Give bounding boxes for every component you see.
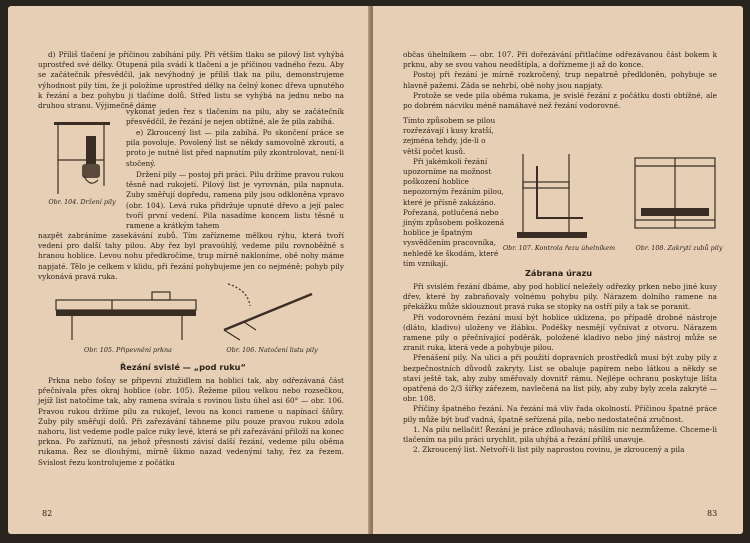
figure-105-board-clamping bbox=[52, 286, 202, 344]
right-page bbox=[373, 6, 743, 534]
section-d-paragraph: d) Příliš tlačení je příčinou zabíhání pily. Při větším tlaku se pilový list vyhýbá uprostřed své délky. Otupená pila svádí k tlačení a je příčinou vadného řezu. Aby se začátečník přesvědčil, jak nevýhodný je příliš tlak na pilu, demonstrujeme výhodnost pily tím, že ji položíme uprostřed délky na čelný konec dřeva upnutého k řezání a bez pohybu ji tlačíme dolů. Střed listu se vyhýbá na jednu nebo na druhou stranu. Výjimečně dáme bbox=[38, 50, 344, 111]
figure-106-blade-rotation bbox=[214, 280, 324, 344]
safety-paragraph-1: Při svislém řezání dbáme, aby pod hoblicí neležely odřezky prken nebo jiné kusy dřev, které by zabraňovaly volnému pohybu pily. Nárazem dolního ramene na překážku může sklouznout pravá ruka se stopky na ostří pily a tak se poranit. bbox=[403, 282, 717, 312]
figure-104-caption: Obr. 104. Držení pily bbox=[48, 198, 116, 206]
figure-108-caption: Obr. 108. Zakrytí zubů pily bbox=[635, 244, 723, 252]
wrap-paragraph-1: vykonat jeden řez s tlačením na pilu, aby se začátečník přesvědčil, že řezání je nejen obtížné, ale že pila zabíhá. bbox=[126, 107, 344, 127]
heading-vertical-sawing: Řezání svislé — „pod ruku“ bbox=[120, 362, 246, 372]
figure-104-saw-grip bbox=[48, 116, 116, 198]
heading-accident-prevention: Zábrana úrazu bbox=[525, 268, 593, 278]
figure-105-caption: Obr. 105. Připevnění prkna bbox=[84, 346, 172, 354]
list-item-2: 2. Zkroucený list. Netvoří-li list pily naprostou rovinu, je zkroucený a pila bbox=[413, 445, 685, 455]
safety-paragraph-4: Příčiny špatného řezání. Na řezání má vliv řada okolností. Příčinou špatné práce pily může být buď vadná, špatně seřízená pila, nebo nedostatečná zručnost. bbox=[403, 404, 717, 424]
section-e-paragraph: e) Zkroucený list — pila zabíhá. Po skončení práce se pila povoluje. Povolený list se někdy samovolně zkroutí, a proto je nutné list před napnutím pily zkontrolovat, není-li stočený. bbox=[126, 128, 344, 168]
figure-107-square-check bbox=[513, 146, 613, 242]
saw-holding-paragraph: Držení pily — postoj při práci. Pilu držíme pravou rukou těsně nad rukojetí. Pilový list je vyrovnán, pila napnuta. Zuby směřují dopředu, ramena pily jsou odkloněna vpravo (obr. 104). Levá ruka přidržuje upnuté dřevo a její palec tvoří první vedení. Pila nasadíme koncem listu těsně u ramene a krátkým tahem bbox=[126, 170, 344, 231]
vertical-sawing-paragraph: Prkna nebo fošny se připevní ztužidlem na hoblici tak, aby odřezávaná část přečnívala přes okraj hoblice (obr. 105). Řežeme pilou velkou nebo rozsečkou, jejíž list natočíme tak, aby ramena svírala s rovinou listu úhel asi 60° — obr. 106. Pravou rukou držíme pilu za rukojeť, levou na konci ramene u napínací šňůry. Zuby pily směřují dolů. Při zařezávání táhneme pilu pouze pravou rukou zdola nahoru, list vedeme podle palce ruky levé, která se při zařezávání přiloží na konec prkna. Po zaříznutí, na jehož přesnosti závisí další řezání, vedeme pilu oběma rukama. Řez se dlouhými, mírně šikmo nazad vedenými tahy, řez za řezem. Svislost řezu kontrolujeme z počátku bbox=[38, 376, 344, 467]
page-number-right: 83 bbox=[707, 509, 718, 518]
figure-106-caption: Obr. 106. Natočení listu pily bbox=[226, 346, 318, 354]
continuation-paragraph: nazpět zabráníme zasekávání zubů. Tím zařízneme mělkou rýhu, která tvoří vedení pro další tahy pilou. Aby řez byl pravoúhlý, vedeme pilu rovnoběžně s hranou hoblice. Levou nohu předkročíme, trup mírně nakloníme, obě nohy máme napjaté. Tělo je celkem v klidu, při řezání pohybujeme jen co nejméně; pohyb pily vykonává pravá ruka. bbox=[38, 231, 344, 281]
safety-paragraph-3: Přenášení pily. Na ulici a při použití dopravních prostředků musí být zuby pily z bezpečnostních důvodů zakryty. List se obaluje papírem nebo látkou a někdy se staví ještě tak, aby zuby směřovaly dovnitř rámu. Nejlépe ochranu poskytuje lišta opatřená do 2/3 šířky zářezem, navlečená na list pily, aby zuby byly zcela zakryté — obr. 108. bbox=[403, 353, 717, 404]
right-top-paragraph: občas úhelníkem — obr. 107. Při dořezávání přitlačíme odřezávanou část bokem k prknu, aby se svou vahou neodštípla, a dořízneme ji až do konce. Postoj při řezání je mírně rozkročený, trup nepatrně předkloněn, pohybuje se hlavně pažemi. Záda se nehrbí, obě nohy jsou napjaty. Protože se vede pila oběma rukama, je svislé řezání z počátku dosti obtížné, ale po dobrém nácviku méně namáhavé než řezání vodorovné. bbox=[403, 50, 717, 111]
right-wrap-paragraph: Tímto způsobem se pilou rozřezávají i kusy kratší, zejména tehdy, jde-li o větší počet kusů. Při jakémkoli řezání upozorníme na možnost poškození hoblice nepozorným řezáním pilou, které je přísně zakázáno. Pořezaná, potlučená nebo jiným způsobem poškozená hoblice je špatným vysvědčením pracovníka, nehledě ke škodám, které tím vznikají. bbox=[403, 116, 505, 268]
figure-107-caption: Obr. 107. Kontrola řezu úhelníkem bbox=[502, 244, 616, 252]
figure-108-saw-cover bbox=[625, 146, 725, 242]
left-page bbox=[8, 6, 370, 534]
list-item-1: 1. Na pilu nellačit! Řezání je práce zdlouhavá; násilím nic nezmůžeme. Chceme-li tlačením na pilu práci urychlit, pila uhýbá a řezání příliš unavuje. bbox=[403, 424, 717, 445]
page-number-left: 82 bbox=[42, 509, 53, 518]
safety-section bbox=[403, 282, 717, 455]
safety-paragraph-2: Při vodorovném řezání musí být hoblice uklizena, po případě drobné nástroje (dláto, kladivo) uloženy ve žlábku. Podéšky nesmějí vyčnívat z otvoru. Nárazem ramene pily o přečnívající poděrák, položené kladivo nebo jiný nástroj může se zranit ruka, která vede a pohybuje pilou. bbox=[403, 312, 717, 353]
